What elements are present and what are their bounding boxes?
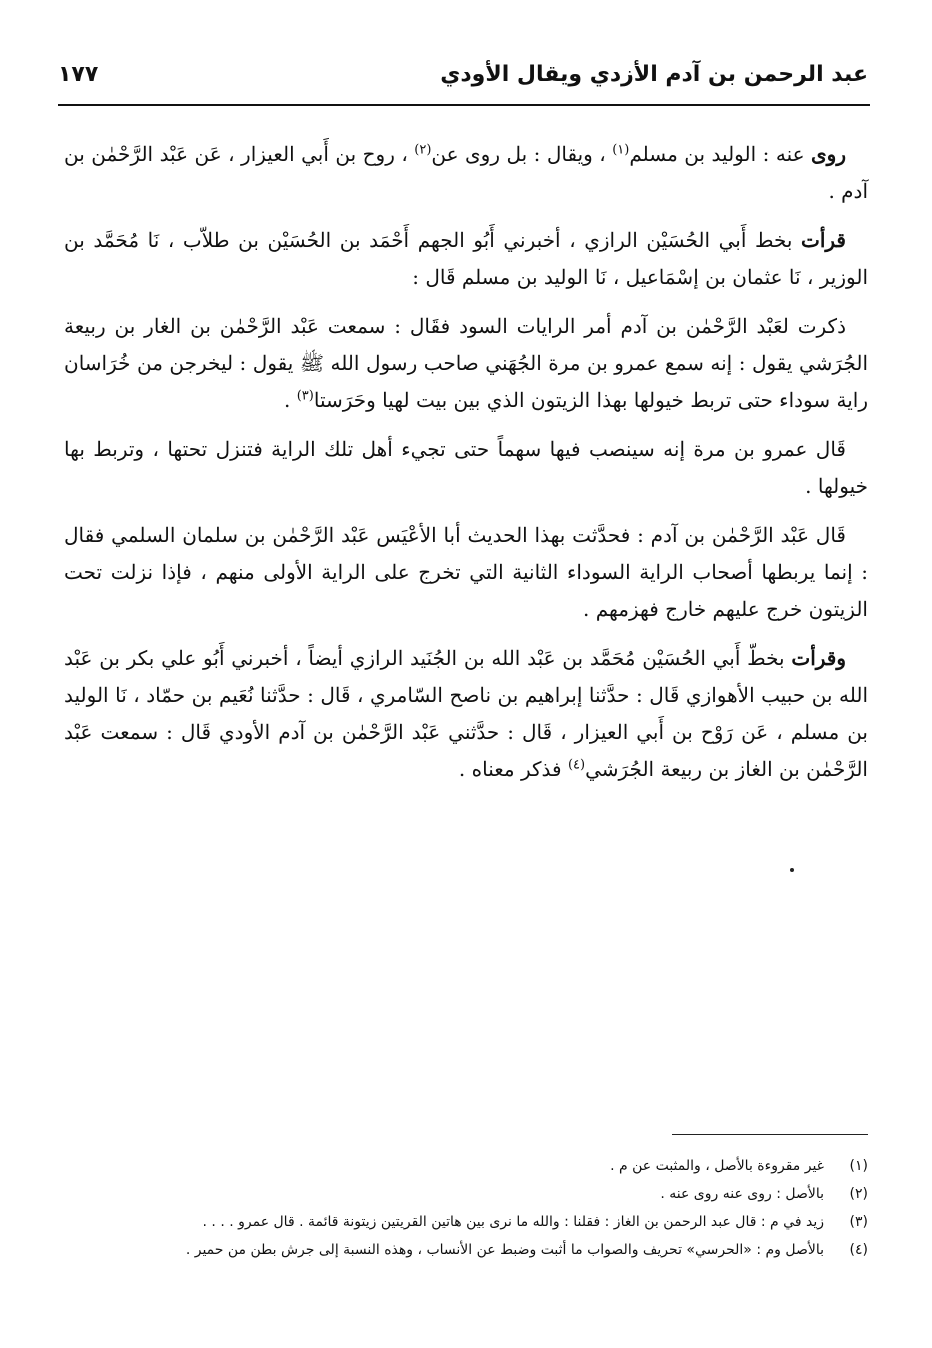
footnote-number: (٤) <box>849 1242 868 1258</box>
paragraph-text: ذكرت لعَبْد الرَّحْمٰن بن آدم أمر الرايات السود فقَال : سمعت عَبْد الرَّحْمٰن بن الغار بن ربيعة الجُرَشي يقول : إنه سمع عمرو بن مرة الجُهَني صاحب رسول الله ﷺ يقول : ليخرجن من خُرَاسان راية سوداء حتى تربط خيولها بهذا الزيتون الذي بين بيت لهيا وحَرَستا <box>64 314 868 412</box>
footnote-separator <box>672 1134 868 1135</box>
paragraph-lead-word: وقرأت <box>791 646 846 670</box>
footnote-item <box>72 1152 868 1180</box>
paragraph-text: بخط أَبي الحُسَيْن الرازي ، أخبرني أَبُو الجهم أَحْمَد بن الحُسَيْن بن طلاّب ، نَا مُحَمَّد بن الوزير ، نَا عثمان بن إسْمَاعيل ، نَا الوليد بن مسلم قَال : <box>64 228 868 289</box>
paragraph-text: فذكر معناه . <box>458 757 568 781</box>
footnote-ref-2: (٢) <box>414 142 432 158</box>
footnote-item <box>72 1208 868 1236</box>
footnote-number: (٣) <box>849 1214 868 1230</box>
paragraph-lead-word: قرأت <box>801 228 846 252</box>
footnote-number: (١) <box>849 1158 868 1174</box>
paragraph-5 <box>64 517 868 628</box>
paragraph-text: بخطّ أَبي الحُسَيْن مُحَمَّد بن عَبْد الله بن الجُنَيد الرازي أيضاً ، أخبرني أَبُو علي بكر بن عَبْد الله بن حبيب الأهوازي قَال : حدَّثنا إبراهيم بن ناصح السّامري ، قَال : حدَّثنا نُعَيم بن حمّاد ، نَا الوليد بن مسلم ، عَن رَوْح بن أَبي العيزار ، قَال : حدَّثني عَبْد الرَّحْمٰن بن آدم الأودي قَال : سمعت عَبْد الرَّحْمٰن بن الغاز بن ربيعة الجُرَشي <box>64 646 868 781</box>
footnote-ref-4: (٤) <box>567 757 586 773</box>
paragraph-text: قَال عمرو بن مرة إنه سينصب فيها سهماً حتى تجيء أهل تلك الراية فتنزل تحتها ، وتربط بها خيولها . <box>64 437 868 498</box>
paragraph-text: عنه : الوليد بن مسلم <box>629 142 812 166</box>
footnote-text: بالأصل وم : «الحرسي» تحريف والصواب ما أثبت وضبط عن الأنساب ، وهذه النسبة إلى جرش بطن من حمير . <box>185 1242 824 1258</box>
footnote-ref-1: (١) <box>612 142 630 158</box>
paragraph-6 <box>64 640 868 788</box>
footnote-ref-3: (٣) <box>296 388 314 404</box>
paragraph-text: ، ويقال : بل روى عن <box>431 142 613 166</box>
footnote-text: غير مقروءة بالأصل ، والمثبت عن م . <box>610 1158 824 1174</box>
header-rule <box>58 104 870 106</box>
paragraph-text: . <box>283 388 297 412</box>
stray-dot-mark <box>790 868 794 872</box>
footnote-number: (٢) <box>849 1186 868 1202</box>
main-text <box>64 136 868 800</box>
paragraph-text: ، روح بن أَبي العيزار ، عَن عَبْد الرَّحْمٰن بن آدم . <box>64 142 868 203</box>
paragraph-4 <box>64 431 868 505</box>
page-header <box>58 56 868 104</box>
paragraph-2 <box>64 222 868 296</box>
footnote-item <box>72 1180 868 1208</box>
paragraph-text: قَال عَبْد الرَّحْمٰن بن آدم : فحدَّثت بهذا الحديث أبا الأعْيَس عَبْد الرَّحْمٰن بن سلمان السلمي فقال : إنما يربطها أصحاب الراية السوداء الثانية التي تخرج على الراية الأولى منهم ، فإذا نزلت تحت الزيتون خرج عليهم خارج فهزمهم . <box>64 523 868 621</box>
paragraph-1 <box>64 136 868 210</box>
paragraph-3 <box>64 308 868 419</box>
footnotes <box>72 1152 868 1264</box>
running-title: عبد الرحمن بن آدم الأزدي ويقال الأودي <box>440 62 868 87</box>
footnote-text: بالأصل : روى عنه روى عنه . <box>660 1186 824 1202</box>
footnote-text: زيد في م : قال عبد الرحمن بن الغاز : فقلنا : والله ما نرى بين هاتين القريتين زيتونة قائمة . قال عمرو . . . . <box>202 1214 824 1230</box>
page-number: ١٧٧ <box>58 62 99 87</box>
paragraph-lead-word: روى <box>811 142 846 166</box>
footnote-item <box>72 1236 868 1264</box>
